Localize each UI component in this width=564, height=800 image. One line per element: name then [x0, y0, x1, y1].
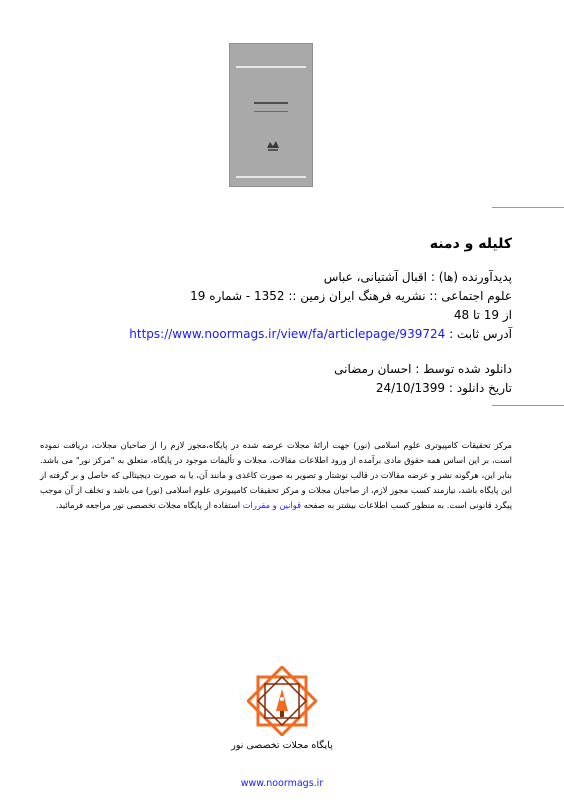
notice-tail: استفاده از پایگاه مجلات تخصصی نور مراجعه فرمائید. [55, 500, 241, 510]
footer-site-url[interactable]: www.noormags.ir [240, 778, 324, 789]
cover-bottom-band [236, 176, 306, 178]
pages-line: از 19 تا 48 [453, 308, 512, 322]
authors-line [92, 268, 512, 287]
authors-label: پدیدآورنده (ها) : [430, 270, 512, 284]
notice-text: مرکز تحقیقات کامپیوتری علوم اسلامی (نور) جهت ارائۀ مجلات عرضه شده در پایگاه،مجوز لازم را از صاحبان مجلات، دریافت نموده است، بر این اساس همه حقوق مادی برآمده از ورود اطلاعات مقالات، مجلات و تألیفات موجود در پایگاه، متعلق به "مرکز نور" می باشد. بنابر این، هرگونه نشر و عرضه مقالات در قالب نوشتار و تصویر به صورت کاغذی و مانند آن، یا به صورت دیجیتالی که حاصل و بر گرفته از این پایگاه باشد، نیازمند کسب مجوز لازم، از صاحبان مجلات و مرکز تحقیقات کامپیوتری علوم اسلامی (نور) می باشد و تخلف از آن موجب پیگرد قانونی است. به منظور کسب اطلاعات بیشتر به صفحه [40, 440, 512, 510]
bottom-divider [492, 405, 564, 406]
permalink-line [92, 325, 512, 344]
cover-emblem-icon [265, 138, 281, 152]
copyright-notice [40, 438, 512, 513]
downloaded-by-value: احسان رمضانی [334, 362, 412, 376]
downloaded-by-label: دانلود شده توسط : [415, 362, 512, 376]
permalink-label: آدرس ثابت : [449, 327, 512, 341]
article-title: کلیله و دمنه [429, 236, 512, 252]
download-date-label: تاریخ دانلود : [448, 381, 512, 395]
source-line: علوم اجتماعی :: نشریه فرهنگ ایران زمین :: 1352 - شماره 19 [190, 289, 512, 303]
downloaded-by-line [334, 360, 512, 379]
download-date-line [334, 379, 512, 398]
download-info [334, 360, 512, 398]
cover-top-band [236, 66, 306, 68]
noormags-logo-icon[interactable] [247, 666, 317, 736]
cover-title-mark [254, 102, 288, 112]
download-date-value: 24/10/1399 [375, 381, 446, 395]
article-metadata [92, 268, 512, 344]
journal-cover-thumbnail[interactable] [229, 43, 313, 187]
permalink-link[interactable]: https://www.noormags.ir/view/fa/articlepage/939724 [129, 327, 446, 341]
authors-value: اقبال آشتیانی، عباس [323, 270, 428, 284]
terms-link[interactable]: قوانین و مقررات [242, 500, 302, 510]
top-divider [492, 207, 564, 208]
footer-site-name: پایگاه مجلات تخصصی نور [231, 740, 333, 751]
